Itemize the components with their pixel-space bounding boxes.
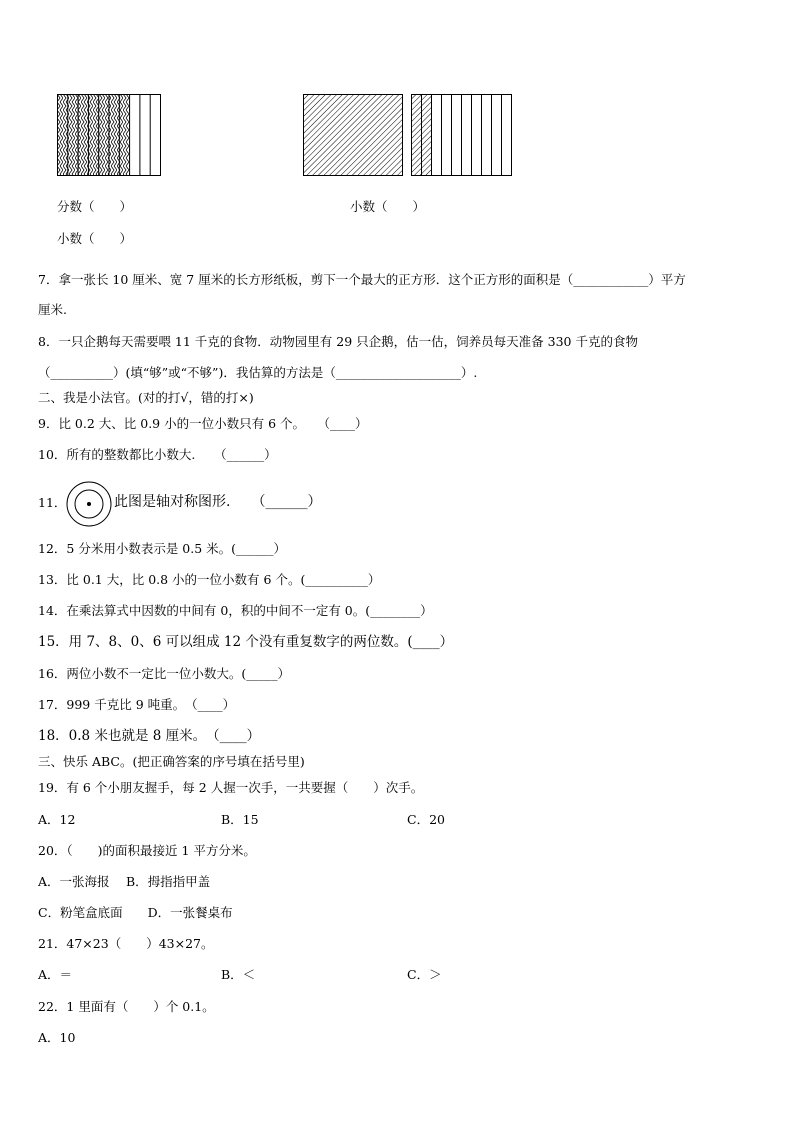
shaded-columns <box>58 95 130 176</box>
section-3-heading: 三、快乐 ABC。(把正确答案的序号填在括号里) <box>38 754 305 769</box>
whole-shaded-square <box>304 95 403 176</box>
question-17: 17．999 千克比 9 吨重。 （____） <box>38 697 236 712</box>
question-13: 13．比 0.1 大，比 0.8 小的一位小数有 6 个。(__________） <box>38 572 381 587</box>
question-10: 10．所有的整数都比小数大. （______） <box>38 447 277 462</box>
center-dot <box>87 502 91 506</box>
question-7-line-2: 厘米. <box>38 302 67 317</box>
question-12: 12．5 分米用小数表示是 0.5 米。(______） <box>38 541 287 556</box>
question-21-option-a: A．＝ <box>38 967 73 982</box>
question-18: 18．0.8 米也就是 8 厘米。 （____） <box>38 728 261 744</box>
question-19-stem: 19．有 6 个小朋友握手，每 2 人握一次手，一共要握（ ）次手。 <box>38 780 424 795</box>
question-8-line-1: 8．一只企鹅每天需要喂 11 千克的食物．动物园里有 29 只企鹅，估一估，饲养员每天准备 330 千克的食物 <box>38 334 638 349</box>
question-7-line-1: 7．拿一张长 10 厘米、宽 7 厘米的长方形纸板，剪下一个最大的正方形．这个正方形的面积是（____________）平方 <box>38 272 686 287</box>
question-15: 15．用 7、8、0、6 可以组成 12 个没有重复数字的两位数。(____） <box>38 634 454 650</box>
question-20-stem: 20．（ )的面积最接近 1 平方分米。 <box>38 843 256 858</box>
question-22-option-a: A．10 <box>38 1030 76 1045</box>
question-19-option-b: B．15 <box>221 812 259 827</box>
question-11-number: 11． <box>38 495 67 510</box>
concentric-circles-figure <box>65 480 113 528</box>
question-19-option-a: A．12 <box>38 812 76 827</box>
decimal-answer-label-left: 小数（ ） <box>57 231 133 246</box>
question-20-options-ab: A．一张海报 B．拇指指甲盖 <box>38 874 211 889</box>
question-21-option-b: B．＜ <box>221 967 256 982</box>
question-21-option-c: C．＞ <box>407 967 442 982</box>
question-21-stem: 21．47×23（ ）43×27。 <box>38 936 214 951</box>
question-22-stem: 22．1 里面有（ ）个 0.1。 <box>38 999 215 1014</box>
decimal-square-figure <box>303 94 513 176</box>
section-2-heading: 二、我是小法官。(对的打√，错的打×) <box>38 390 254 405</box>
question-8-line-2: （__________）(填“够”或“不够”)．我估算的方法是（____________________）. <box>38 365 478 380</box>
question-14: 14．在乘法算式中因数的中间有 0，积的中间不一定有 0。(________） <box>38 603 433 618</box>
question-20-options-cd: C．粉笔盒底面 D．一张餐桌布 <box>38 905 233 920</box>
question-16: 16．两位小数不一定比一位小数大。(_____） <box>38 666 291 681</box>
fraction-strip-figure <box>57 94 162 176</box>
column-dividers <box>422 94 502 176</box>
question-9: 9．比 0.2 大、比 0.9 小的一位小数只有 6 个。 （____） <box>38 416 368 431</box>
decimal-answer-label-right: 小数（ ） <box>350 199 426 214</box>
fraction-answer-label: 分数（ ） <box>57 199 133 214</box>
question-11-text: 此图是轴对称图形. （______） <box>114 494 322 510</box>
question-19-option-c: C．20 <box>407 812 445 827</box>
